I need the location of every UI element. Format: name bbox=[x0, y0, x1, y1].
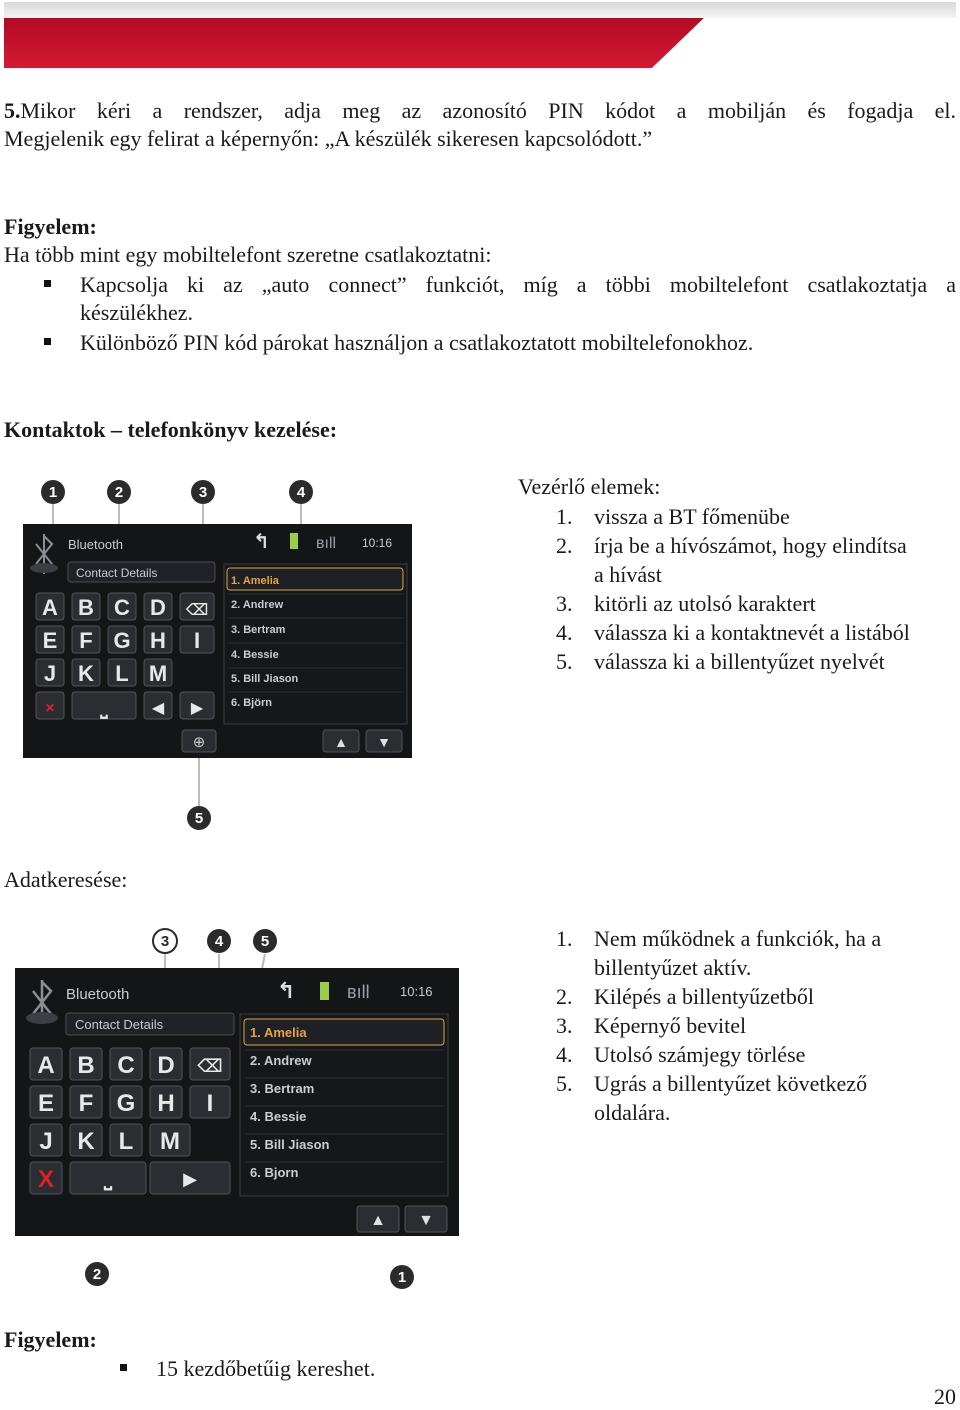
svg-text:5: 5 bbox=[260, 933, 270, 950]
tab-contact-details: Contact Details bbox=[75, 1017, 164, 1032]
list-item: 5. Ugrás a billentyűzet következő bbox=[556, 1071, 868, 1096]
attention-title: Figyelem: bbox=[4, 214, 97, 239]
svg-text:B: B bbox=[77, 1052, 95, 1079]
svg-text:⎵: ⎵ bbox=[100, 698, 108, 718]
svg-text:2. Andrew: 2. Andrew bbox=[231, 599, 284, 611]
attention2-title: Figyelem: bbox=[4, 1327, 97, 1352]
svg-text:3. Bertram: 3. Bertram bbox=[250, 1081, 315, 1096]
tab-contact-details: Contact Details bbox=[76, 566, 158, 580]
step5-line1 bbox=[4, 97, 956, 125]
svg-text:×: × bbox=[45, 700, 55, 717]
header-banner bbox=[4, 0, 956, 68]
svg-text:J: J bbox=[39, 1128, 53, 1155]
svg-text:B: B bbox=[78, 595, 94, 620]
list-item: 2. Kilépés a billentyűzetből bbox=[556, 984, 814, 1009]
attention-intro: Ha több mint egy mobiltelefont szeretne csatlakoztatni: bbox=[4, 242, 492, 267]
step5-line2: Megjelenik egy felirat a képernyőn: „A készülék sikeresen kapcsolódott.” bbox=[4, 126, 653, 151]
svg-text:G: G bbox=[113, 628, 131, 653]
svg-text:H: H bbox=[157, 1090, 175, 1117]
list-item: billentyűzet aktív. bbox=[594, 955, 752, 980]
svg-text:1: 1 bbox=[397, 1269, 407, 1286]
svg-text:M: M bbox=[160, 1128, 180, 1155]
svg-text:6. Björn: 6. Björn bbox=[231, 697, 272, 709]
svg-text:E: E bbox=[37, 1090, 55, 1117]
svg-text:5. Bill Jiason: 5. Bill Jiason bbox=[231, 673, 299, 685]
svg-text:F: F bbox=[78, 1090, 94, 1117]
svg-text:D: D bbox=[150, 595, 166, 620]
svg-text:1. Amelia: 1. Amelia bbox=[231, 575, 279, 587]
list-item: 5. válassza ki a billentyűzet nyelvét bbox=[556, 649, 885, 674]
list-item: 4. válassza ki a kontaktnevét a listából bbox=[556, 620, 910, 645]
svg-text:2: 2 bbox=[114, 484, 124, 501]
svg-text:1: 1 bbox=[48, 484, 58, 501]
list-item: a hívást bbox=[594, 562, 662, 587]
contacts-heading: Kontaktok – telefonkönyv kezelése: bbox=[4, 417, 338, 442]
list-item: 3. Képernyő bevitel bbox=[556, 1013, 747, 1038]
attention2-bullet: 15 kezdőbetűig kereshet. bbox=[156, 1356, 376, 1381]
bullet-icon bbox=[120, 1364, 127, 1371]
svg-text:L: L bbox=[115, 661, 129, 686]
svg-text:↰: ↰ bbox=[253, 531, 270, 553]
svg-text:M: M bbox=[148, 661, 168, 686]
clock: 10:16 bbox=[400, 984, 433, 999]
svg-text:G: G bbox=[116, 1090, 136, 1117]
app-title: Bluetooth bbox=[68, 537, 123, 552]
svg-text:5. Bill Jiason: 5. Bill Jiason bbox=[250, 1137, 330, 1152]
battery-icon bbox=[290, 533, 298, 549]
svg-text:E: E bbox=[42, 628, 58, 653]
svg-text:↰: ↰ bbox=[277, 978, 296, 1003]
svg-text:C: C bbox=[117, 1052, 135, 1079]
svg-text:▼: ▼ bbox=[377, 734, 391, 750]
svg-text:4. Bessie: 4. Bessie bbox=[231, 649, 279, 661]
list-item: 3. kitörli az utolsó karaktert bbox=[556, 591, 816, 616]
bullet2: Különböző PIN kód párokat használjon a csatlakoztatott mobiltelefonokhoz. bbox=[80, 330, 754, 355]
svg-text:3: 3 bbox=[198, 484, 208, 501]
svg-text:⌫: ⌫ bbox=[185, 602, 209, 619]
search-screenshot bbox=[12, 924, 462, 1294]
svg-text:◀: ◀ bbox=[151, 700, 165, 717]
svg-text:X: X bbox=[37, 1166, 55, 1193]
list-item: 1. Nem működnek a funkciók, ha a bbox=[556, 926, 882, 951]
svg-text:6. Bjorn: 6. Bjorn bbox=[250, 1165, 299, 1180]
svg-text:2: 2 bbox=[92, 1266, 102, 1283]
signal-icon: ʙıll bbox=[347, 982, 370, 1002]
svg-text:▶: ▶ bbox=[183, 1169, 197, 1189]
svg-text:▼: ▼ bbox=[418, 1212, 434, 1229]
app-title: Bluetooth bbox=[66, 986, 130, 1003]
svg-text:4: 4 bbox=[214, 933, 224, 950]
svg-text:F: F bbox=[79, 628, 93, 653]
svg-text:2. Andrew: 2. Andrew bbox=[250, 1053, 312, 1068]
svg-text:K: K bbox=[78, 661, 94, 686]
search-list bbox=[556, 924, 956, 1134]
svg-text:▲: ▲ bbox=[334, 734, 348, 750]
step-text: Mikor kéri a rendszer, adja meg az azonosító PIN kódot a mobilján és fogadja el. bbox=[20, 98, 956, 123]
svg-text:⌫: ⌫ bbox=[197, 1056, 223, 1076]
svg-text:5: 5 bbox=[194, 810, 204, 827]
svg-text:A: A bbox=[42, 595, 58, 620]
bullet1-line2: készülékhez. bbox=[80, 300, 193, 325]
svg-text:C: C bbox=[114, 595, 130, 620]
bullet-icon bbox=[44, 338, 51, 345]
controls-list bbox=[556, 502, 956, 678]
svg-text:3: 3 bbox=[160, 933, 170, 950]
svg-text:1. Amelia: 1. Amelia bbox=[250, 1025, 307, 1040]
svg-text:3. Bertram: 3. Bertram bbox=[231, 624, 286, 636]
svg-text:L: L bbox=[118, 1128, 134, 1155]
svg-text:J: J bbox=[43, 661, 57, 686]
list-item: 2. írja be a hívószámot, hogy elindítsa bbox=[556, 533, 907, 558]
clock: 10:16 bbox=[362, 536, 393, 550]
svg-text:▲: ▲ bbox=[370, 1212, 386, 1229]
contacts-screenshot bbox=[20, 476, 420, 836]
bullet-icon bbox=[44, 280, 51, 287]
svg-text:K: K bbox=[77, 1128, 95, 1155]
globe-icon: ⊕ bbox=[192, 734, 206, 751]
list-item: oldalára. bbox=[594, 1100, 671, 1125]
bullet1-line1: Kapcsolja ki az „auto connect” funkciót, míg a többi mobiltelefont csatlakoztatja a bbox=[80, 272, 956, 297]
svg-text:A: A bbox=[37, 1052, 55, 1079]
controls-title: Vezérlő elemek: bbox=[518, 474, 661, 499]
svg-text:I: I bbox=[193, 628, 201, 653]
svg-text:H: H bbox=[150, 628, 166, 653]
list-item: 1. vissza a BT főmenübe bbox=[556, 504, 790, 529]
svg-text:⎵: ⎵ bbox=[104, 1168, 112, 1190]
svg-text:▶: ▶ bbox=[190, 700, 204, 717]
svg-text:D: D bbox=[157, 1052, 175, 1079]
svg-text:4. Bessie: 4. Bessie bbox=[250, 1109, 307, 1124]
signal-icon: ʙıll bbox=[316, 535, 337, 552]
list-item: 4. Utolsó számjegy törlése bbox=[556, 1042, 806, 1067]
step-number: 5. bbox=[4, 98, 21, 123]
page-number: 20 bbox=[934, 1384, 956, 1409]
svg-text:I: I bbox=[206, 1090, 214, 1117]
svg-text:4: 4 bbox=[296, 484, 306, 501]
battery-icon bbox=[320, 982, 329, 1000]
search-heading: Adatkeresése: bbox=[4, 867, 128, 892]
